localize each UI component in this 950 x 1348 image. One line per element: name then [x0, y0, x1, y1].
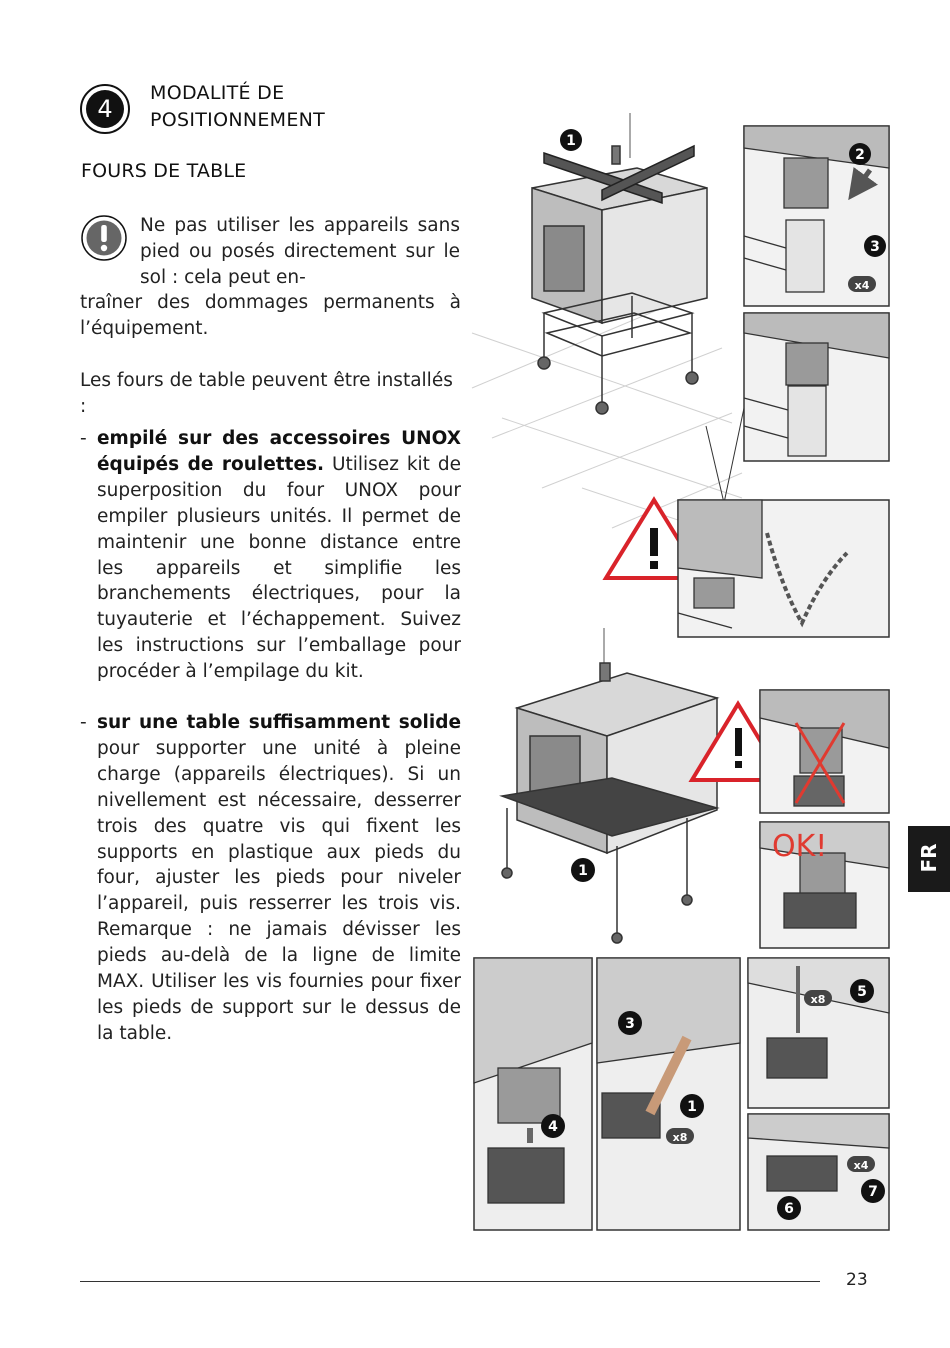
callout-5: 5 — [857, 984, 867, 1000]
page-number: 23 — [846, 1270, 868, 1290]
oven-on-table — [502, 663, 717, 943]
list-item-text: Utilisez kit de superposition du four UNOX pour empiler plusieurs unités. Il permet de maintenir une bonne distance entre les appareils et simplifie les branchements électriques, pour la tuyauterie et l’échappement. Suivez les instructions sur l’emballage pour procéder à l’empilage du kit. — [97, 453, 461, 683]
callout-1c: 4 — [548, 1119, 558, 1135]
list-dash: - — [80, 712, 87, 733]
callout-7: 7 — [868, 1184, 878, 1200]
exclamation-circle-icon — [80, 214, 128, 262]
qty-x8-b: x8 — [810, 993, 826, 1006]
warning-text-part1: Ne pas utiliser les appareils sans pied ou posés directement sur le sol : cela peut en- — [140, 215, 460, 288]
intro-paragraph: Les fours de table peuvent être installés : — [80, 370, 453, 417]
callout-3b: 1 — [687, 1099, 697, 1115]
qty-x8-a: x8 — [672, 1131, 688, 1144]
language-tab — [908, 826, 950, 892]
section-title — [150, 80, 325, 134]
callout-1b: 1 — [578, 863, 588, 879]
section-title-line2: POSITIONNEMENT — [150, 109, 326, 131]
footer-divider — [80, 1281, 820, 1282]
qty-x4-b: x4 — [853, 1159, 869, 1172]
section-number-badge — [80, 84, 130, 134]
warning-text-part2: traîner des dommages permanents à l’équipement. — [80, 292, 461, 339]
list-item-bold: sur une table suffisamment solide — [97, 712, 461, 733]
callout-3a: 3 — [870, 239, 880, 255]
callout-6: 6 — [784, 1201, 794, 1217]
list-item-text: pour supporter une unité à pleine charge (appareils électriques). Si un nivellement est nécessaire, desserrer trois des quatre vis qui fixent les supports en plastique aux pieds du four, ajuster les pieds pour niveler l’appareil, puis resserrer les trois vis. Remarque : ne jamais dévisser les pieds au-delà de la ligne de limite MAX. Utiliser les vis fournies pour fixer les pieds de support sur le dessus de la table. — [97, 737, 461, 1044]
callout-1a: 1 — [566, 133, 576, 149]
subtitle: FOURS DE TABLE — [81, 160, 247, 182]
ok-label: OK! — [772, 829, 828, 864]
list-item-bold: empilé sur des accessoires UNOX équipés de roulettes. — [97, 428, 461, 475]
list-item — [80, 426, 461, 685]
installation-list-2 — [80, 710, 461, 1047]
section-number: 4 — [86, 90, 124, 128]
callout-4: 3 — [625, 1016, 635, 1032]
list-dash: - — [80, 428, 87, 449]
qty-x4-a: x4 — [854, 279, 870, 292]
section-title-line1: MODALITÉ DE — [150, 82, 285, 104]
callout-2: 2 — [855, 147, 865, 163]
list-item — [80, 710, 461, 1047]
installation-illustration — [462, 108, 950, 1238]
language-tab-label: FR — [917, 843, 941, 873]
installation-list-1 — [80, 426, 461, 685]
